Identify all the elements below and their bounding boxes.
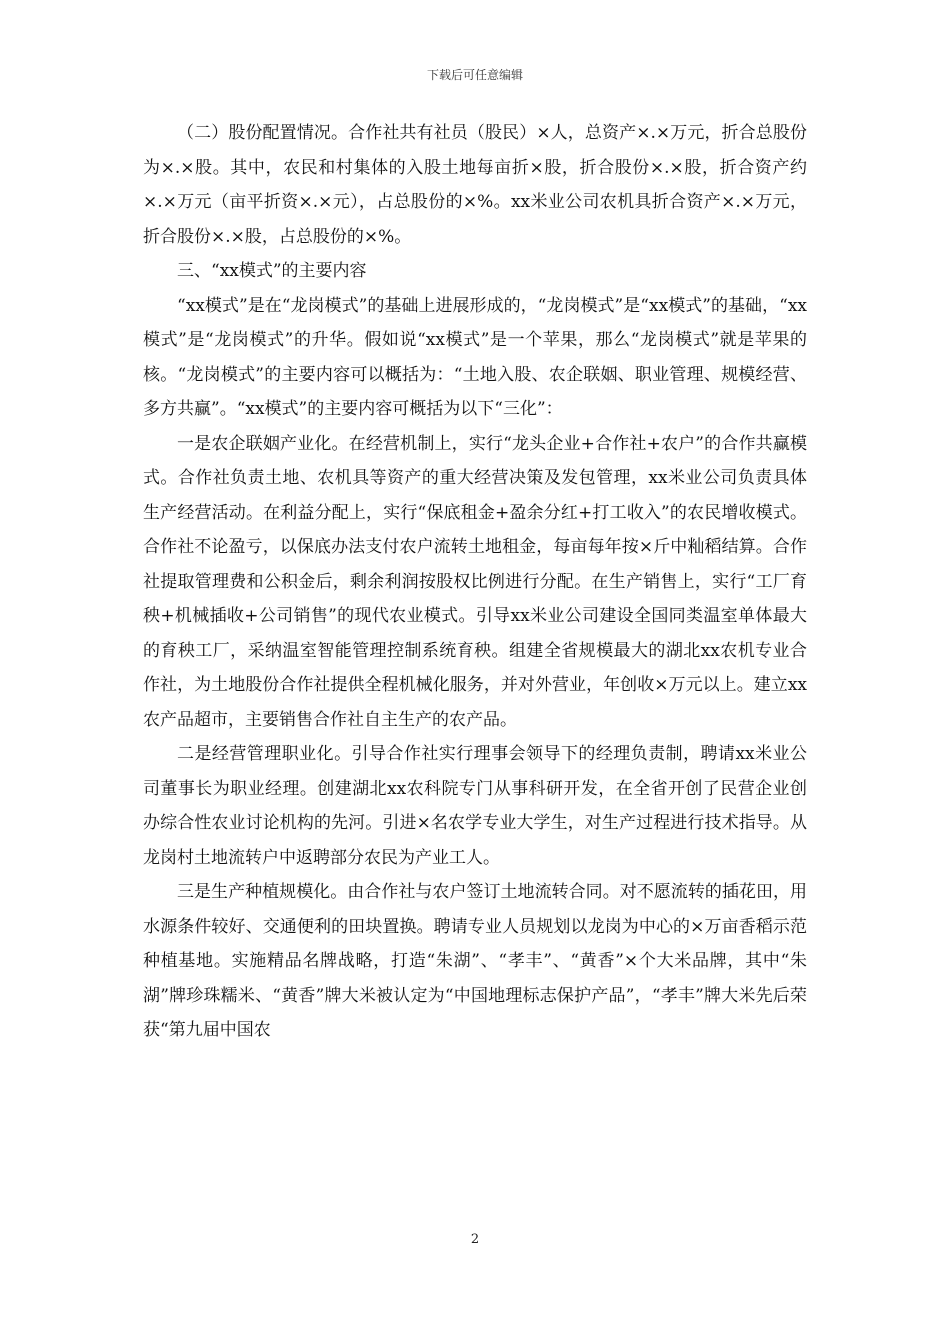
paragraph-professional-management: 二是经营管理职业化。引导合作社实行理事会领导下的经理负责制，聘请xx米业公司董事长为职业经理。创建湖北xx农科院专门从事科研开发，在全省开创了民营企业创办综合性农业讨论机构的先河。引进×名农学专业大学生，对生产过程进行技术指导。从龙岗村土地流转户中返聘部分农民为产业工人。 — [143, 744, 807, 868]
page-header-note: 下载后可任意编辑 — [426, 68, 523, 82]
section-heading-main-content: 三、“xx模式”的主要内容 — [177, 261, 367, 281]
page-number: 2 — [470, 1232, 480, 1247]
paragraph-model-overview: “xx模式”是在“龙岗模式”的基础上进展形成的，“龙岗模式”是“xx模式”的基础，“xx模式”是“龙岗模式”的升华。假如说“xx模式”是一个苹果，那么“龙岗模式”就是苹果的核。“龙岗模式”的主要内容可以概括为：“土地入股、农企联姻、职业管理、规模经营、多方共赢”。“xx模式”的主要内容可概括为以下“三化”： — [143, 295, 807, 419]
document-body — [143, 116, 807, 1048]
paragraph-scale-planting: 三是生产种植规模化。由合作社与农户签订土地流转合同。对不愿流转的插花田，用水源条件较好、交通便利的田块置换。聘请专业人员规划以龙岗为中心的×万亩香稻示范种植基地。实施精品名牌战略，打造“朱湖”、“孝丰”、“黄香”×个大米品牌，其中“朱湖”牌珍珠糯米、“黄香”牌大米被认定为“中国地理标志保护产品”，“孝丰”牌大米先后荣获“第九届中国农 — [143, 882, 807, 1040]
paragraph-share-allocation: （二）股份配置情况。合作社共有社员（股民）×人，总资产×.×万元，折合总股份为×.×股。其中，农民和村集体的入股土地每亩折×股，折合股份×.×股，折合资产约×.×万元（亩平折资×.×元），占总股份的×%。xx米业公司农机具折合资产×.×万元，折合股份×.×股，占总股份的×%。 — [143, 123, 807, 247]
paragraph-industrialization: 一是农企联姻产业化。在经营机制上，实行“龙头企业+合作社+农户”的合作共赢模式。合作社负责土地、农机具等资产的重大经营决策及发包管理，xx米业公司负责具体生产经营活动。在利益分配上，实行“保底租金+盈余分红+打工收入”的农民增收模式。合作社不论盈亏，以保底办法支付农户流转土地租金，每亩每年按×斤中籼稻结算。合作社提取管理费和公积金后，剩余利润按股权比例进行分配。在生产销售上，实行“工厂育秧+机械插收+公司销售”的现代农业模式。引导xx米业公司建设全国同类温室单体最大的育秧工厂，采纳温室智能管理控制系统育秧。组建全省规模最大的湖北xx农机专业合作社，为土地股份合作社提供全程机械化服务，并对外营业，年创收×万元以上。建立xx农产品超市，主要销售合作社自主生产的农产品。 — [143, 433, 807, 730]
